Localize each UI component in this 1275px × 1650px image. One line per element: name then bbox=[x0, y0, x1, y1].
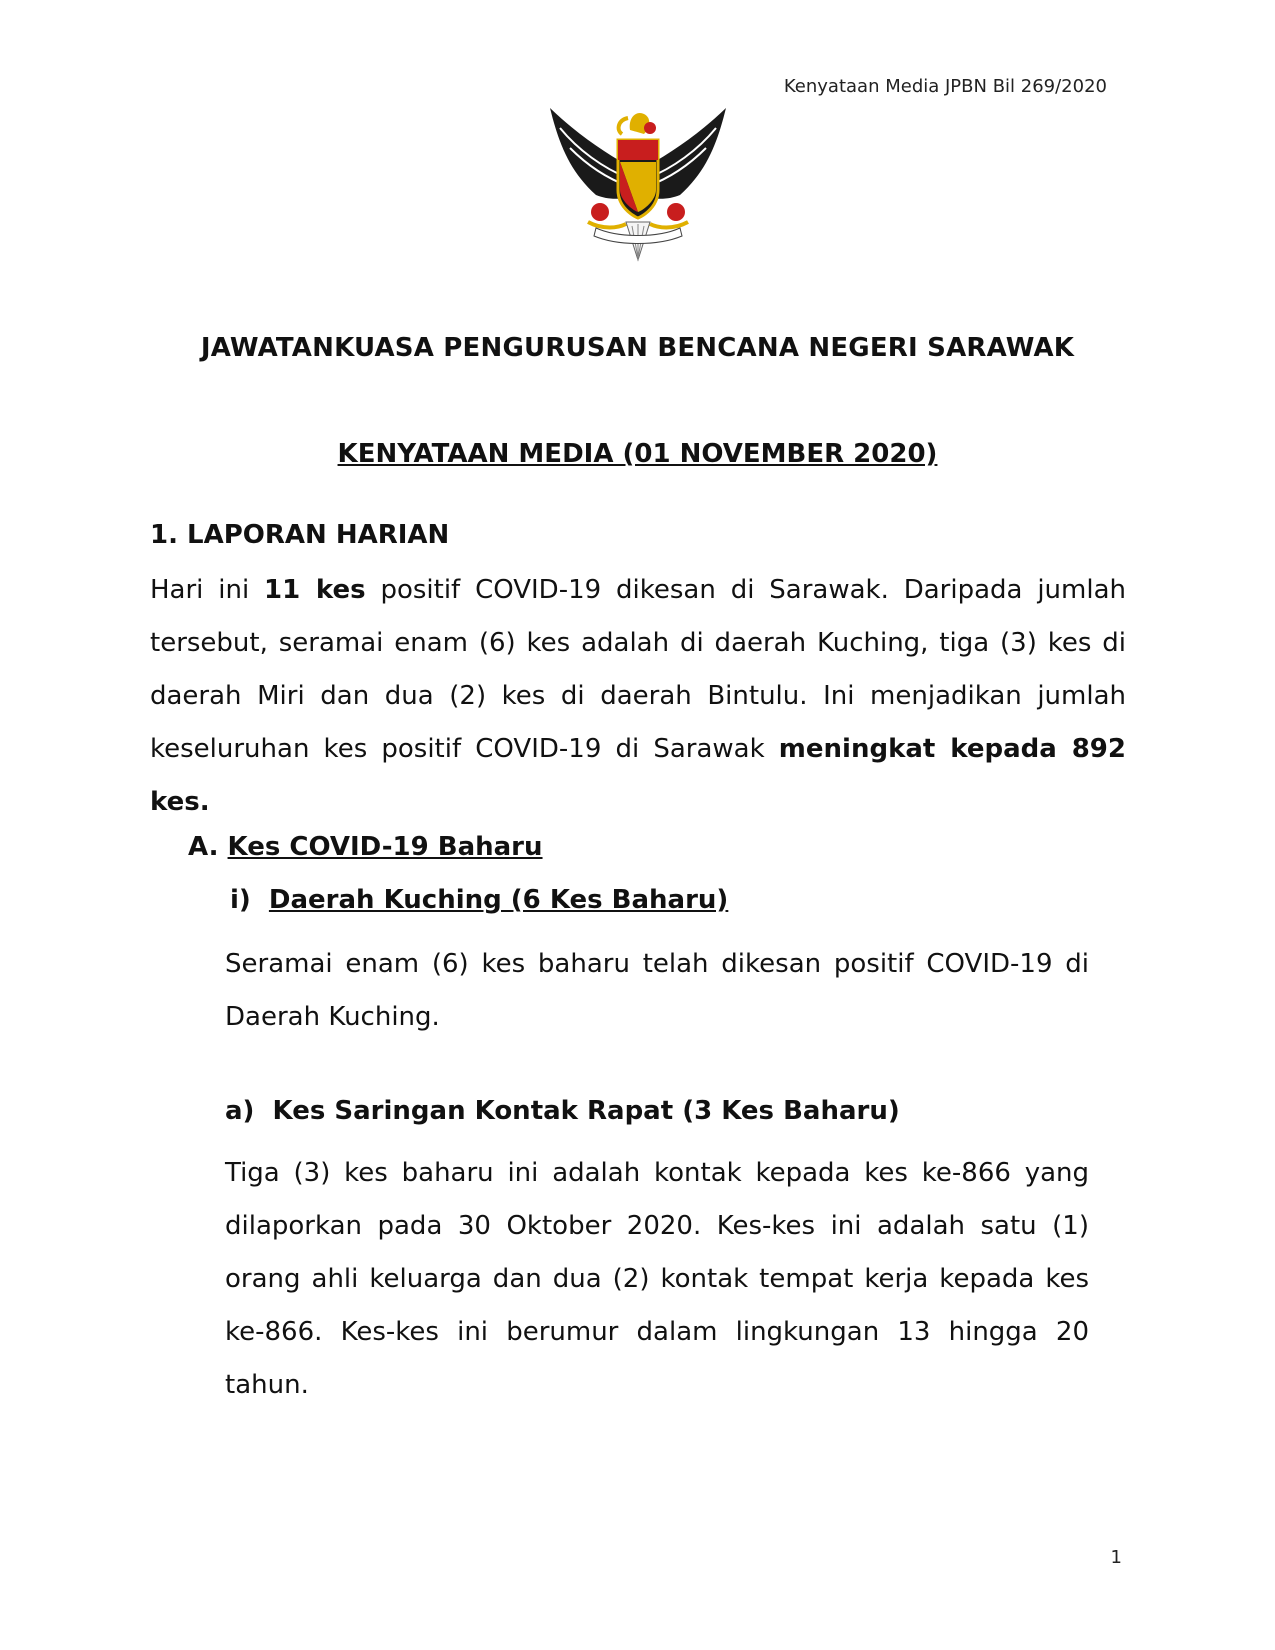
subsection-heading-a bbox=[188, 832, 543, 862]
subsection-title: Kes Saringan Kontak Rapat (3 Kes Baharu) bbox=[272, 1096, 900, 1126]
close-contact-paragraph: Tiga (3) kes baharu ini adalah kontak kepada kes ke-866 yang dilaporkan pada 30 Oktober 2020. Kes-kes ini adalah satu (1) orang ahli keluarga dan dua (2) kontak tempat kerja kepada kes ke-866. Kes-kes ini berumur dalam lingkungan 13 hingga 20 tahun. bbox=[225, 1158, 1089, 1400]
subsection-heading-i bbox=[230, 885, 728, 915]
subsection-marker: a) bbox=[225, 1096, 255, 1126]
subsection-marker: i) bbox=[230, 885, 251, 915]
document-reference: Kenyataan Media JPBN Bil 269/2020 bbox=[783, 76, 1107, 97]
sarawak-coat-of-arms-icon bbox=[548, 100, 728, 270]
section-heading-laporan-harian: 1. LAPORAN HARIAN bbox=[150, 520, 450, 550]
daily-report-paragraph bbox=[150, 564, 1126, 829]
page-number: 1 bbox=[1110, 1547, 1122, 1568]
paragraph-text: Hari ini bbox=[150, 575, 265, 605]
subsection-heading-aa bbox=[225, 1096, 900, 1126]
subsection-title: Kes COVID-19 Baharu bbox=[227, 832, 543, 862]
subsection-marker: A. bbox=[188, 832, 219, 862]
subsection-title: Daerah Kuching (6 Kes Baharu) bbox=[268, 885, 729, 915]
paragraph-text: positif COVID-19 dikesan di Sarawak. Daripada jumlah tersebut, seramai enam (6) kes adalah di daerah Kuching, tiga (3) kes di daerah Miri dan dua (2) kes di daerah Bintulu. Ini menjadikan jumlah keseluruhan kes positif COVID-19 di Sarawak bbox=[150, 575, 1126, 764]
paragraph-bold-text: meningkat kepada 892 kes. bbox=[150, 734, 1126, 817]
kuching-paragraph: Seramai enam (6) kes baharu telah dikesan positif COVID-19 di Daerah Kuching. bbox=[225, 949, 1089, 1032]
paragraph-bold-text: 11 kes bbox=[264, 575, 366, 605]
document-title: JAWATANKUASA PENGURUSAN BENCANA NEGERI SARAWAK bbox=[200, 333, 1075, 363]
document-subtitle: KENYATAAN MEDIA (01 NOVEMBER 2020) bbox=[337, 439, 938, 469]
